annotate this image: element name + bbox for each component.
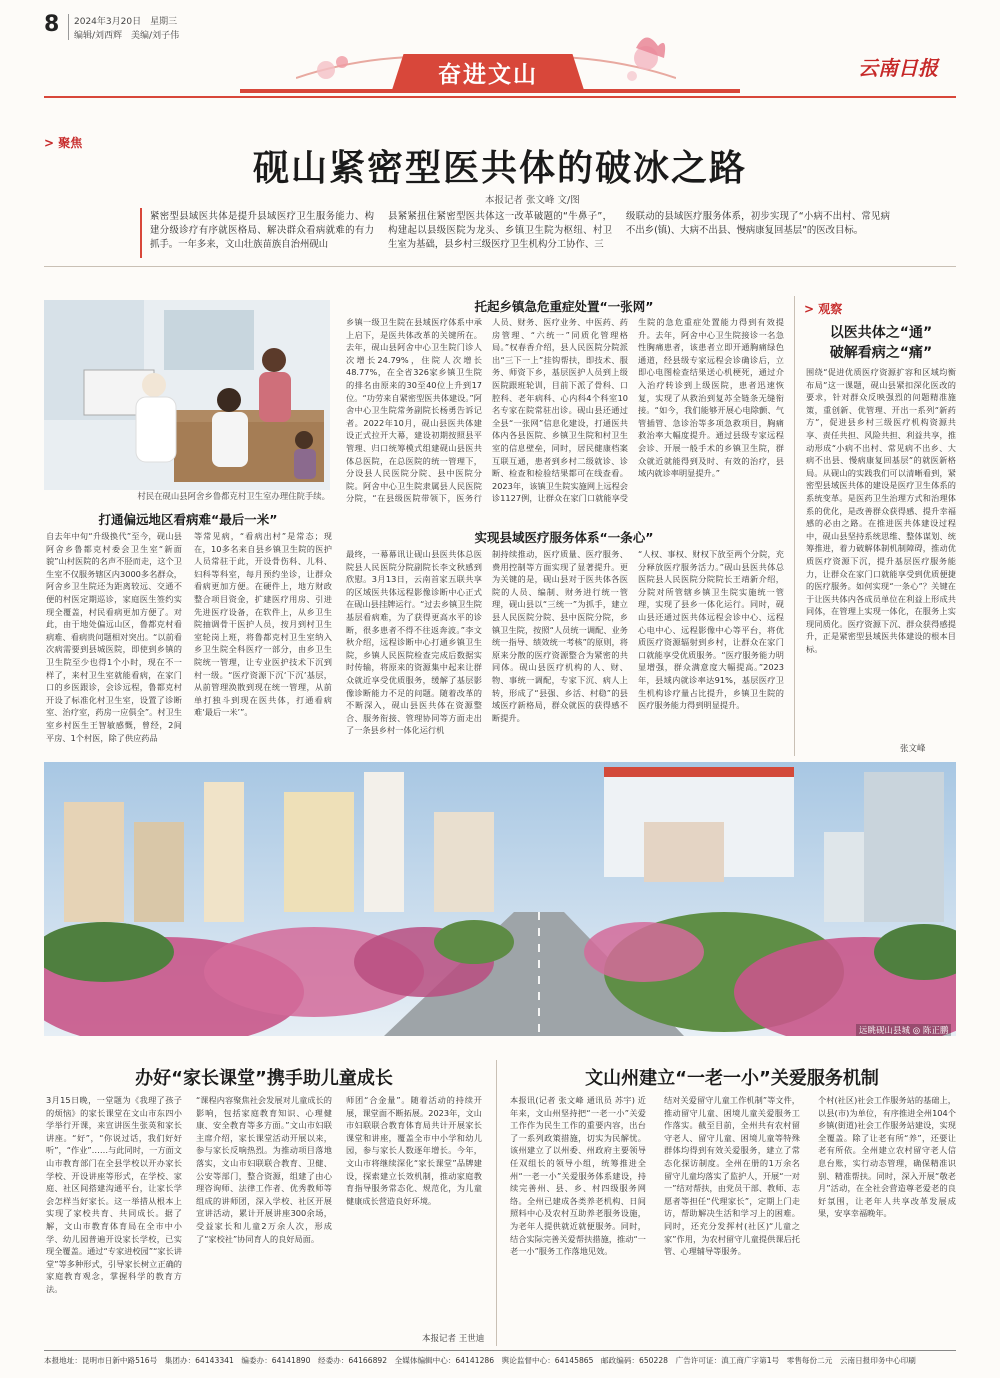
lead-col-2: 县紧紧扭住紧密型医共体这一改革破题的“牛鼻子”，构建起以县级医院为龙头、乡镇卫生院为枢纽、村卫生室为基础，县乡村三级医疗卫生机构分工协作、三 xyxy=(388,211,612,250)
sub3-col-2: 制持续推动，医疗质量、医疗服务、费用控制等方面实现了显著提升。更为关键的是，砚山县对于医共体各医院的人员、编制、财务进行统一管理，砚山县以“三统一”为抓手，建立县人民医院分院、县中医院分院，乡镇卫生院，按照“人员统一调配、业务统一指导、绩效统一考核”的原则，将原来分散的医疗资源整合为紧密的共同体。砚山县医疗机构的人、财、物、事统一调配，专家下沉、病人上转，形成了“县强、乡活、村稳”的县域医疗新格局，群众就医的获得感不断提升。 xyxy=(492,549,628,723)
sub1-col-1: 乡镇一级卫生院在县域医疗体系中承上启下，是医共体改革的关键所在。去年，砚山县阿舍中心卫生院门诊人次增长24.79%，住院人次增长48.77%，在全省326家乡镇卫生院的排名由原来的30至40位上升到17位。“功劳来自紧密型医共体建设。”阿舍中心卫生院常务副院长杨勇告诉记者。2022年10月，砚山县医共体建设正式拉开大幕，建设初期按照县平管理、归口统筹模式组建砚山县医共体总医院，在总医院的统一管理下，分设县人民医院分院、县中医院分院。阿舍中心卫生院隶属县人民医院分院，“在县级医院带领下，医务行 xyxy=(346,317,482,504)
article-title: 砚山紧密型医共体的破冰之路 xyxy=(252,148,747,189)
sub3-col-3: “人权、事权、财权下放至两个分院，充分释放医疗服务活力。”砚山县医共体总医院县人民医院分院院长王靖新介绍，分院对所管辖乡镇卫生院实施统一管理，实现了县乡一体化运行。同时，砚山县还通过医共体远程会诊中心、远程心电中心、远程影像中心等平台，将优质医疗资源辐射到乡村，让群众在家门口就能享受优质服务。“医疗服务能力明显增强，群众满意度大幅提高。”2023年，县域内就诊率达91%，基层医疗卫生机构诊疗量占比提升，乡镇卫生院的医疗服务能力得到明显提升。 xyxy=(638,549,784,711)
photo-caption: 村民在砚山县阿舍乡鲁都克村卫生室办理住院手续。 xyxy=(137,491,330,501)
observation-title-1: 以医共体之“通” xyxy=(829,325,933,341)
parent-col-2: “课程内容聚焦社会发展对儿童成长的影响，包括家庭教育知识、心理健康、安全教育等多方面。”文山市妇联主席介绍，家长课堂活动开展以来，参与家长反响热烈。为推动项目落地落实，文山市妇联联合教育、卫健、公安等部门，整合资源，组建了由心理咨询师、法律工作者、优秀教师等组成的讲师团，深入学校、社区开展宣讲活动，累计开展讲座300余场，受益家长和儿童2万余人次，形成了“家校社”协同育人的良好局面。 xyxy=(196,1095,332,1244)
subheading-3: 实现县域医疗服务体系“一条心” xyxy=(344,528,784,546)
observation-title-2: 破解看病之“痛” xyxy=(829,345,933,361)
masthead xyxy=(0,0,1000,115)
article-byline: 本报记者 张文峰 文/图 xyxy=(485,195,580,206)
street-photo xyxy=(44,762,956,1036)
date-line: 2024年3月20日 星期三 xyxy=(74,17,178,27)
sub3-col-1: 最终，一幕幕讯让砚山县医共体总医院县人民医院分院副院长李文秋感到欣慰。3月13日，云南首家五联共享的区域医共体远程影像诊断中心正式在砚山县挂牌运行。“过去乡镇卫生院基层看病难，为了获得更高水平的诊断，很多患者不得不往返奔波。”李文秋介绍，远程诊断中心打通乡镇卫生院，乡镇人民医院检查完成后数据实时传输，将原来的资源集中起来让群众就近享受优质服务，缓解了基层影像诊断能力不足的问题。随着改革的不断深入，砚山县医共体在资源整合、服务衔接、管理协同等方面走出了一条县乡村一体化运行机 xyxy=(346,549,482,736)
lead-col-1: 紧密型县域医共体是提升县域医疗卫生服务能力、构建分级诊疗有序就医格局、解决群众看病就难的有力抓手。一年多来，文山壮族苗族自治州砚山 xyxy=(150,211,374,250)
chevron-right-icon: > xyxy=(44,136,55,150)
parent-col-1: 3月15日晚，一堂题为《我理了孩子的烦恼》的家长课堂在文山市东四小学举行开课，来宣讲医生张英和家长讲座。“好”，“你说过话，我们好好听”，“作业”……与此同时，一方面文山市教育部门在全县学校以开办家长学校、开设讲座等形式，在学校、家庭、社区间搭建沟通平台，让家长学会怎样当好家长。这一举措从根本上实现了家校共育、共同成长。据了解，文山市教育体育局在全市中小学、幼儿园普遍开设家长学校，已实现全覆盖。通过“专家进校园”“家长讲堂”等多种形式，引导家长树立正确的家庭教育观念，掌握科学的教育方法。 xyxy=(46,1095,182,1294)
observation-author: 张文峰 xyxy=(900,744,926,754)
sub1-col-3: 生院的急危重症处置能力得到有效提升。去年，阿舍中心卫生院接诊一名急性胸痛患者，该患者立即开通胸痛绿色通道，经县级专家远程会诊确诊后，立即心电图检查结果送心机梗死，通过介入治疗转诊到上级医院，患者迅速恢复，实现了从救治到复苏全链条无缝衔接。“如今，我们能够开展心电除颤、气管插管、急诊治等多项急救项目，胸痛救治率大幅度提升。通过县级专家远程会诊、开展一般手术的乡镇卫生院，群众就近就能得到及时、有效的治疗，县域内就诊率明显提升。” xyxy=(638,317,784,479)
clinic-photo xyxy=(44,300,330,490)
parent-col-3: 师团“合金量”。随着活动的持续开展，课堂面不断拓展。2023年，文山市妇联联合教育体育局共计开展家长课堂和讲座，覆盖全市中小学和幼儿园，参与家长人数逐年增长。今年，文山市将继续深化“家长课堂”品牌建设，探索建立长效机制，推动家庭教育指导服务常态化、规范化，为儿童健康成长营造良好环境。 xyxy=(346,1095,482,1206)
newspaper-logo: 云南日报 xyxy=(858,56,938,80)
section-tag: > 聚焦 xyxy=(44,136,83,150)
parent-byline: 本报记者 王世迪 xyxy=(422,1334,485,1344)
observation-tag: > 观察 xyxy=(804,302,843,316)
lead-col-3: 级联动的县域医疗服务体系，初步实现了“小病不出村、常见病不出乡(镇)、大病不出县、慢病康复回基层”的医改目标。 xyxy=(626,211,890,236)
elderly-article-title: 文山州建立“一老一小”关爱服务机制 xyxy=(585,1068,879,1089)
sub2-col-2: 等常见病，“看病出村”是常态；现在，10多名来自县乡镇卫生院的医护人员常驻于此，开设骨伤科、儿科、妇科等科室，每月预约坐诊，让群众看病更加方便。在硬件上，地方财政整合项目资金，扩建医疗用房、引进先进医疗设备，在软件上，从乡卫生院抽调骨干医护人员，按月到村卫生室轮岗上班，将鲁都克村卫生室纳入乡卫生院全科医疗一部分，由乡卫生院统一管理，让专业医护技术下沉到村一级。“医疗资源下沉‘下沉’基层，从前管理涣散到现在统一管理，从前单打独斗到现在医共体，打通看病难‘最后一米’”。 xyxy=(194,531,332,718)
elderly-col-3: 个村(社区)社会工作服务站的基础上，以县(市)为单位，有序推进全州104个乡镇(街道)社会工作服务站建设，实现全覆盖。除了让老有所“养”，还要让老有所依。全州建立农村留守老人信息台账，实行动态管理，确保精准识别、精准帮扶。同时，深入开展“敬老月”活动，在全社会营造尊老爱老的良好氛围，让老年人共享改革发展成果，安享幸福晚年。 xyxy=(818,1095,956,1219)
parent-article-title: 办好“家长课堂”携手助儿童成长 xyxy=(135,1068,393,1089)
sub1-col-2: 人员、财务、医疗业务、中医药、药房管理、“六统一”同质化管理格局。”权春香介绍，县人民医院分院派出“三下一上”挂钩帮扶，即技术、服务、师资下乡，基层医护人员到上级医院跟班轮训，目前下派了骨科、口腔科、老年病科、心内科4个科室10名专家在院常驻出诊。砚山县还通过全县“一张网”信息化建设，打通医共体内各县医院、乡镇卫生院和村卫生室的信息壁垒，同时，居民健康档案互联互通，患者到乡村二级就诊、诊断、检查和检验结果都可在线查看。2023年，该镇卫生院实施网上远程会诊1127例，让群众在家门口就能享受 xyxy=(492,317,628,504)
editors-line: 编辑/刘西辉 美编/刘子伟 xyxy=(74,31,180,41)
elderly-col-1: 本报讯(记者 张文峰 通讯员 苏宇) 近年来，文山州坚持把“一老一小”关爱工作作为民生工作的重要内容，出台了一系列政策措施，切实为民解忧。该州建立了以州委、州政府主要领导任双组长的领导小组，统筹推进全州“一老一小”关爱服务体系建设，持续完善州、县、乡、村四级服务网络。全州已建成各类养老机构、日间照料中心及农村互助养老服务设施，为老年人提供就近就便服务。同时，结合实际完善关爱帮扶措施，推动“一老一小”服务工作落地见效。 xyxy=(510,1095,646,1257)
subheading-2: 打通偏远地区看病难“最后一米” xyxy=(44,510,332,528)
footer-info: 本报地址：昆明市日新中路516号 集团办：64143341 编委办：64141890 经委办：64166892 全媒体编辑中心：64141286 舆论监督中心：64145865 邮政编码：650228 广告许可证：滇工商广字第1号 零售每份二元 云南日报印务中心印刷 xyxy=(44,1356,916,1365)
street-photo-caption: 远眺砚山县城 ◎ 陈正鹏 xyxy=(856,1024,951,1036)
elderly-col-2: 结对关爱留守儿童工作机制”等文件，推动留守儿童、困境儿童关爱服务工作落实。截至目前，全州共有农村留守老人、留守儿童、困境儿童等特殊群体均得到有效关爱服务，建立了常态化探访制度。全州在册的1万余名留守儿童均落实了监护人，开展“一对一”结对帮扶，由党员干部、教师、志愿者等担任“代理家长”，定期上门走访，帮助解决生活和学习上的困难。同时，还充分发挥村(社区)“儿童之家”作用，为农村留守儿童提供课后托管、心理辅导等服务。 xyxy=(664,1095,800,1257)
section-title: 奋进文山 xyxy=(438,62,538,88)
subheading-1: 托起乡镇急危重症处置“一张网” xyxy=(344,297,784,315)
observation-body: 围绕“促进优质医疗资源扩容和区域均衡布局”这一课题，砚山县紧扣深化医改的要求，针对群众反映强烈的问题精准施策，重创新、优管理、开出一系列“新药方”，促进县乡村三级医疗机构资源共享、责任共担、风险共担、利益共享，推动形成“小病不出村、常见病不出乡、大病不出县、慢病康复回基层”的就医新格局。从砚山的实践我们可以清晰看到，紧密型县域医共体的建设是医疗卫生体系的系统变革。是医药卫生治理方式和治理体系的优化，是改善群众获得感、提升幸福感的必由之路。在推进医共体建设过程中，砚山县坚持系统思维、整体谋划、统筹推进，着力破解体制机制障碍，推动优质医疗资源下沉，提升基层医疗服务能力，让群众在家门口就能享受到优质便捷的医疗服务。如何实现“一条心”？关键在于让医共体内各成员单位在利益上形成共同体，在管理上实现一体化，在服务上实现同质化。医疗资源下沉、群众获得感提升，正是紧密型县域医共体建设的根本目标。 xyxy=(806,367,956,655)
page-number: 8 xyxy=(44,12,60,37)
sub2-col-1: 自去年中旬“升级换代”至今，砚山县阿舍乡鲁都克村委会卫生室“新面貌”山村医院的名声不胫而走，这个卫生室不仅服务辖区内3000多名群众，阿舍乡卫生院还为距离较远、交通不便的村医定期巡诊，家庭医生签约实现全覆盖，村民看病更加方便了。对此，由于地处偏远山区，鲁都克村看病难、看病贵问题相对突出。“以前看次病需要到县城医院，即使到乡镇的卫生院至少也得1个小时，现在不一样了，来村卫生室就能看病，在家门口的乡医跟诊，会诊远程，鲁都克村开设了标准化村卫生室，设置了诊断室、治疗室，药房一应俱全”。村卫生室乡村医生王智敏感慨，曾经，2间平房、1个村医，除了供应药品 xyxy=(46,531,182,743)
chevron-right-icon: > xyxy=(804,302,815,316)
